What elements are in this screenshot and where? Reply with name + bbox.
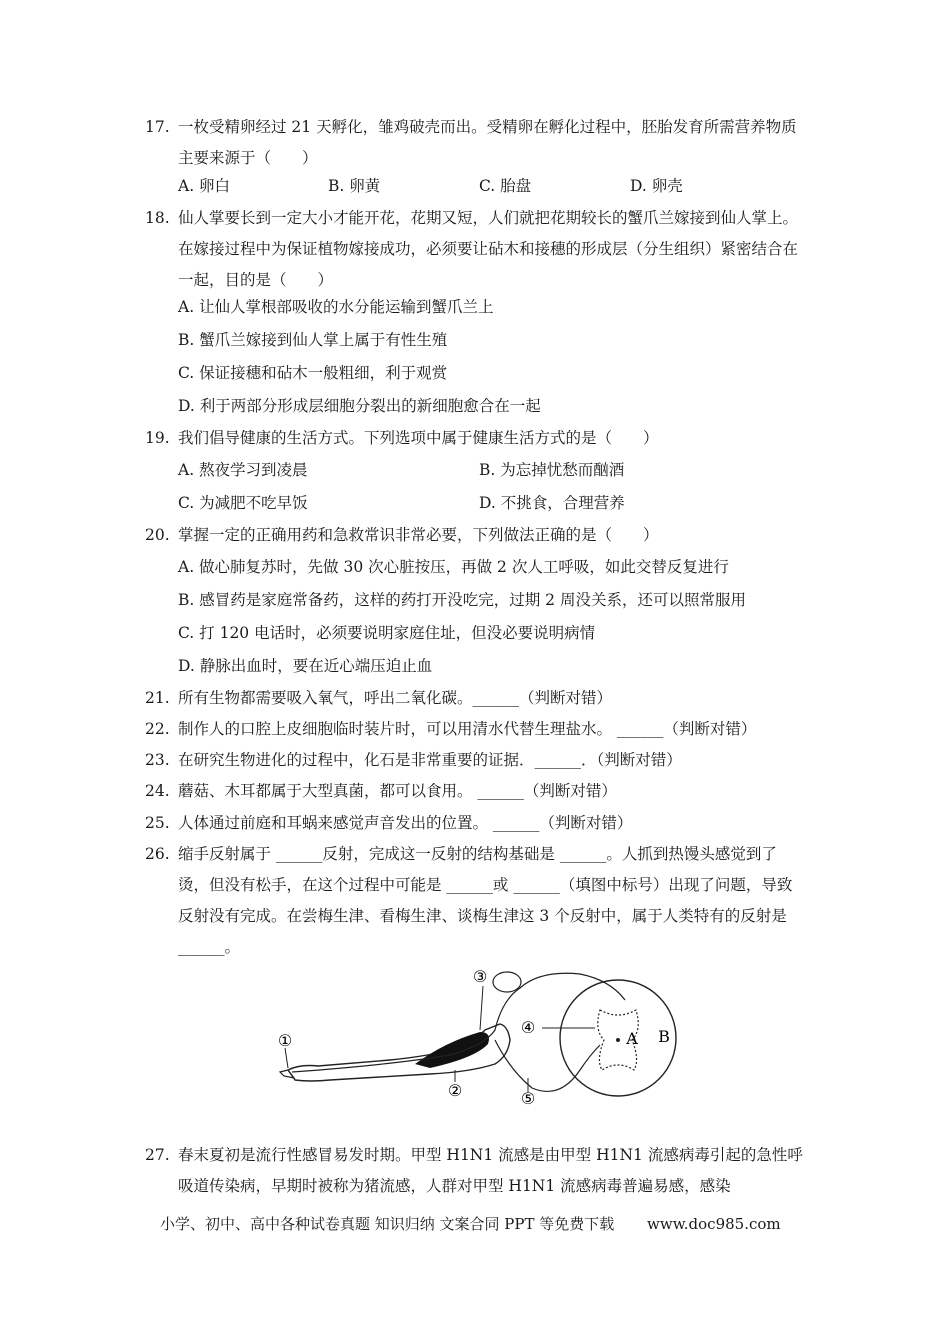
option-c: C. 打 120 电话时，必须要说明家庭住址，但没必要说明病情 bbox=[178, 624, 596, 642]
option-d: D. 利于两部分形成层细胞分裂出的新细胞愈合在一起 bbox=[178, 397, 541, 415]
label-3: ③ bbox=[472, 967, 488, 986]
question-text: 我们倡导健康的生活方式。下列选项中属于健康生活方式的是（ ） bbox=[178, 429, 659, 447]
receptor-circle bbox=[493, 972, 521, 992]
efferent-nerve bbox=[495, 1040, 600, 1091]
question-number: 24. bbox=[145, 782, 170, 800]
label-4: ④ bbox=[520, 1018, 536, 1037]
option-b: B. 卵黄 bbox=[328, 177, 381, 195]
muscle-effector bbox=[415, 1032, 489, 1068]
label-a: A bbox=[626, 1029, 638, 1048]
question-number: 22. bbox=[145, 720, 170, 738]
question-23 bbox=[145, 745, 805, 776]
question-19 bbox=[145, 423, 805, 454]
question-17 bbox=[145, 112, 805, 174]
footer-site-link[interactable]: www.doc985.com bbox=[647, 1215, 781, 1233]
question-20 bbox=[145, 520, 805, 551]
option-c: C. 胎盘 bbox=[479, 177, 532, 195]
option-d: D. 不挑食，合理营养 bbox=[479, 494, 625, 512]
option-d: D. 静脉出血时，要在近心端压迫止血 bbox=[178, 657, 433, 675]
question-number: 27. bbox=[145, 1146, 170, 1164]
question-text: 制作人的口腔上皮细胞临时装片时，可以用清水代替生理盐水。 ______（判断对错） bbox=[178, 720, 757, 738]
question-number: 25. bbox=[145, 814, 170, 832]
arm-outline bbox=[288, 1024, 510, 1081]
page-footer bbox=[160, 1212, 781, 1236]
central-canal bbox=[616, 1038, 620, 1042]
option-a: A. 熬夜学习到凌晨 bbox=[178, 461, 308, 479]
question-text: 在研究生物进化的过程中，化石是非常重要的证据．______．（判断对错） bbox=[178, 751, 682, 769]
question-number: 21. bbox=[145, 689, 170, 707]
question-21 bbox=[145, 683, 805, 714]
option-b: B. 蟹爪兰嫁接到仙人掌上属于有性生殖 bbox=[178, 331, 448, 349]
question-number: 23. bbox=[145, 751, 170, 769]
question-24 bbox=[145, 776, 805, 807]
question-text: 人体通过前庭和耳蜗来感觉声音发出的位置。 ______（判断对错） bbox=[178, 814, 633, 832]
pointer-line bbox=[480, 986, 483, 1030]
question-27 bbox=[145, 1140, 805, 1202]
option-d: D. 卵壳 bbox=[630, 177, 683, 195]
hand-fingers bbox=[280, 1070, 294, 1078]
label-1: ① bbox=[277, 1031, 293, 1050]
question-text: 缩手反射属于 ______反射，完成这一反射的结构基础是 ______。人抓到热馒头感觉到了烫，但没有松手，在这个过程中可能是 ______或 ______（填图中标号）出现了问题，导致反射没有完成。在尝梅生津、看梅生津、谈梅生津这 3 个反射中，属于人类特有的反射是 ______。 bbox=[178, 845, 793, 956]
option-b: B. 为忘掉忧愁而酗酒 bbox=[479, 461, 625, 479]
question-text: 蘑菇、木耳都属于大型真菌，都可以食用。 ______（判断对错） bbox=[178, 782, 617, 800]
reflex-arc-diagram bbox=[270, 960, 690, 1110]
question-25 bbox=[145, 808, 805, 839]
pointer-line bbox=[285, 1048, 288, 1068]
question-number: 20. bbox=[145, 526, 170, 544]
question-text: 仙人掌要长到一定大小才能开花，花期又短，人们就把花期较长的蟹爪兰嫁接到仙人掌上。在嫁接过程中为保证植物嫁接成功，必须要让砧木和接穗的形成层（分生组织）紧密结合在一起，目的是（ ） bbox=[178, 209, 799, 289]
question-text: 所有生物都需要吸入氧气，呼出二氧化碳。______（判断对错） bbox=[178, 689, 613, 707]
label-2: ② bbox=[447, 1081, 463, 1100]
question-18 bbox=[145, 203, 805, 296]
label-5: ⑤ bbox=[520, 1089, 536, 1108]
question-text: 一枚受精卵经过 21 天孵化，雏鸡破壳而出。受精卵在孵化过程中，胚胎发育所需营养物质主要来源于（ ） bbox=[178, 118, 797, 167]
footer-text: 小学、初中、高中各种试卷真题 知识归纳 文案合同 PPT 等免费下载 bbox=[160, 1215, 615, 1233]
question-text: 春末夏初是流行性感冒易发时期。甲型 H1N1 流感是由甲型 H1N1 流感病毒引起的急性呼吸道传染病，早期时被称为猪流感，人群对甲型 H1N1 流感病毒普遍易感，感染 bbox=[178, 1146, 803, 1195]
question-number: 26. bbox=[145, 845, 170, 863]
question-number: 19. bbox=[145, 429, 170, 447]
question-number: 17. bbox=[145, 118, 170, 136]
option-b: B. 感冒药是家庭常备药，这样的药打开没吃完，过期 2 周没关系，还可以照常服用 bbox=[178, 591, 746, 609]
question-26 bbox=[145, 839, 805, 963]
option-c: C. 保证接穗和砧木一般粗细，利于观赏 bbox=[178, 364, 448, 382]
option-a: A. 卵白 bbox=[178, 177, 231, 195]
option-a: A. 做心肺复苏时，先做 30 次心脏按压，再做 2 次人工呼吸，如此交替反复进行 bbox=[178, 558, 729, 576]
question-number: 18. bbox=[145, 209, 170, 227]
option-c: C. 为减肥不吃早饭 bbox=[178, 494, 308, 512]
question-text: 掌握一定的正确用药和急救常识非常必要，下列做法正确的是（ ） bbox=[178, 526, 659, 544]
option-a: A. 让仙人掌根部吸收的水分能运输到蟹爪兰上 bbox=[178, 298, 494, 316]
question-22 bbox=[145, 714, 805, 745]
label-b: B bbox=[658, 1027, 670, 1046]
